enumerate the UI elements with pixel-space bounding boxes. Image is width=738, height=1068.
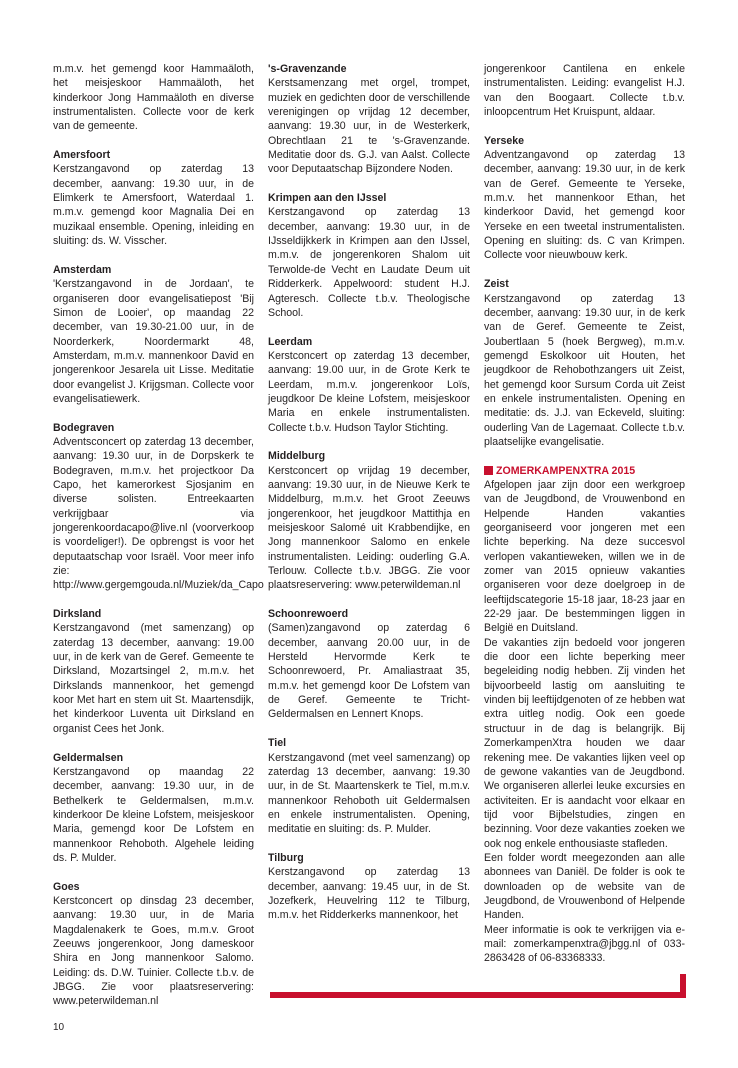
entry-text: (Samen)zangavond op zaterdag 6 december, aanvang 20.00 uur, in de Hersteld Hervormde Kerk te Schoonrewoerd, Pr. Amaliastraat 35, m.m.v. het gemengd koor De Lofstem van de Geref. Gemeente te Tricht-Geldermalsen en Lennert Knops. xyxy=(268,622,470,721)
event-entry xyxy=(268,62,470,177)
entry-text: Kerstsamenzang met orgel, trompet, muziek en gedichten door de verschillende verenigingen op vrijdag 12 december, aanvang: 19.30 uur, in de Westerkerk, Obrechtlaan 21 te 's-Gravenzande. Meditatie door ds. G.J. van Aalst. Collecte voor Deputaatschap Bijzondere Noden. xyxy=(268,77,470,176)
event-entry xyxy=(484,134,685,263)
entry-text: Kerstconcert op zaterdag 13 december, aanvang: 19.00 uur, in de Grote Kerk te Leerdam, m.m.v. jongerenkoor Loïs, jeugdkoor De kleine Lofstem, meisjeskoor Maria en enkele instrumentalisten. Collecte t.b.v. Hudson Taylor Stichting. xyxy=(268,349,470,434)
entry-text: Kerstconcert op dinsdag 23 december, aanvang: 19.30 uur, in de Maria Magdalenakerk te Goes, m.m.v. Groot Zeeuws jongerenkoor, Jong dameskoor Shira en Jong mannenkoor Salomo. Leiding: ds. D.W. Tuinier. Collecte t.b.v. de JBGG. Zie voor plaatsreservering: www.peterwildeman.nl xyxy=(53,894,254,1008)
event-entry xyxy=(268,851,470,923)
event-entry xyxy=(53,607,254,736)
entry-text: Kerstzangavond op zaterdag 13 december, aanvang: 19.30 uur, in de kerk van de Geref. Gemeente te Zeist, Joubertlaan 5 (hoek Bergweg), m.m.v. gemengd Eskolkoor uit Houten, het jeugdkoor de Rehobothzangers uit Zeist, het gemengd koor Sursum Corda uit Zeist en enkele instrumentalisten. Opening en meditatie: ds. J.J. van Eckeveld, sluiting: ouderling Van de Lagemaat. Collecte t.b.v. plaatselijke evangelisatie. xyxy=(484,292,685,448)
event-entry xyxy=(484,62,685,119)
event-entry xyxy=(53,880,254,1009)
entry-title: Tilburg xyxy=(268,851,304,864)
footer-rule-tick xyxy=(680,974,686,998)
entry-text: 'Kerstzangavond in de Jordaan', te organiseren door evangelisatiepost 'Bij Simon de Looier', op maandag 22 december, van 19.30-21.00 uur, in de Noorderkerk, Noordermarkt 48, Amsterdam, m.m.v. mannenkoor David en jongerenkoor Jesarela uit Lisse. Meditatie door evangelist J. Krijgsman. Collecte voor evangelisatiewerk. xyxy=(53,278,254,405)
entry-text: Kerstconcert op vrijdag 19 december, aanvang: 19.30 uur, in de Nieuwe Kerk te Middelburg, m.m.v. het Groot Zeeuws jongerenkoor, het jeugdkoor Mattithja en meisjeskoor Salomé uit Krabbendijke, en Jong mannenkoor Salomo en enkele instrumentalisten. Leiding: ouderling G.A. Terlouw. Collecte t.b.v. JBGG. Zie voor plaatsreservering: www.peterwildeman.nl xyxy=(268,464,470,592)
entry-text: Adventsconcert op zaterdag 13 december, aanvang: 19.30 uur, in de Dorpskerk te Bodegraven, m.m.v. het projectkoor Da Capo, het kamerorkest Sjosjanim en diverse solisten. Entreekaarten verkrijgbaar via jongerenkoordacapo@live.nl (voorverkoop is voordeliger!). De opbrengst is voor het deputaatschap voor Israël. Voor meer info zie: http://www.gergemgouda.nl/Muziek/da_Capo xyxy=(53,435,264,592)
event-entry xyxy=(484,277,685,449)
entry-text: jongerenkoor Cantilena en enkele instrumentalisten. Leiding: evangelist H.J. van den Boogaart. Collecte t.b.v. inloopcentrum Het Kruispunt, aldaar. xyxy=(484,63,685,119)
column-1 xyxy=(53,62,264,1023)
event-entry xyxy=(53,263,254,406)
zomerkampen-section xyxy=(484,464,685,966)
section-paragraph: Meer informatie is ook te verkrijgen via e-mail: zomerkampenxtra@jbgg.nl of 033-2863428 of 06-83368333. xyxy=(484,923,685,965)
section-paragraph: Afgelopen jaar zijn door een werkgroep van de Jeugdbond, de Vrouwenbond en Helpende Handen vakanties georganiseerd voor jongeren met een lichte beperking. Na deze succesvol verlopen vakantieweken, willen we in de zomer van 2015 opnieuw vakanties organiseren voor deze doelgroep in de leeftijdscategorie 15-18 jaar, 18-23 jaar en 22-29 jaar. De bestemmingen liggen in België en Duitsland. xyxy=(484,478,685,635)
event-entry xyxy=(268,736,470,836)
event-entry xyxy=(53,751,254,866)
entry-title: Dirksland xyxy=(53,608,102,621)
section-paragraph: De vakanties zijn bedoeld voor jongeren die door een lichte beperking meer begeleiding nodig hebben. Zij vinden het bijvoorbeeld lastig om aansluiting te vinden bij leeftijdgenoten of ze hebben wat extra uitleg nodig. Ook een goede structuur in de dag is belangrijk. Bij ZomerkampenXtra houden we daar rekening mee. De vakanties lijken veel op de gewone vakanties van de Jeugdbond. We organiseren allerlei leuke excursies en activiteiten. Er is aandacht voor elkaar en tijd voor Bijbelstudies, zingen en bezinning. Voor deze vakanties zoeken we ook nog enkele enthousiaste stafleden. xyxy=(484,636,685,850)
entry-text: Kerstzangavond op zaterdag 13 december, aanvang: 19.30 uur, in de IJsseldijkkerk in Krimpen aan den IJssel, m.m.v. de jongerenkoren Shalom uit Terwolde-de Vecht en Laudate Deum uit Ridderkerk. Appelwoord: student H.J. Agteresch. Collecte t.b.v. Theologische School. xyxy=(268,206,470,319)
entry-title: Yerseke xyxy=(484,134,525,147)
column-3 xyxy=(484,62,685,980)
event-entry xyxy=(268,607,470,722)
entry-title: Leerdam xyxy=(268,335,313,348)
entry-text: Kerstzangavond (met samenzang) op zaterdag 13 december, aanvang: 19.00 uur, in de kerk van de Geref. Gemeente te Dirksland, Mozartsingel 2, m.m.v. het Dirkslands mannenkoor, het gemengd koor Met hart en stem uit St. Maartensdijk, het kinderkoor Luventa uit Dirksland en organist Cees het Jonk. xyxy=(53,622,254,735)
entry-title: 's-Gravenzande xyxy=(268,63,347,75)
event-entry xyxy=(53,62,254,134)
entry-title: Krimpen aan den IJssel xyxy=(268,192,387,205)
entry-title: Amsterdam xyxy=(53,263,112,276)
event-entry xyxy=(268,335,470,435)
entry-text: Kerstzangavond op zaterdag 13 december, aanvang: 19.45 uur, in de St. Jozefkerk, Heuvelring 112 te Tilburg, m.m.v. het Ridderkerks mannenkoor, het xyxy=(268,866,470,922)
section-title xyxy=(484,464,685,478)
column-2 xyxy=(268,62,470,937)
entry-title: Bodegraven xyxy=(53,421,115,434)
square-bullet-icon xyxy=(484,466,493,475)
entry-text: Adventzangavond op zaterdag 13 december, aanvang: 19.30 uur, in de kerk van de Geref. Gemeente te Yerseke, m.m.v. het mannenkoor Ethan, het kinderkoor David, het gemengd koor Yerseke en een tweetal instrumentalisten. Opening en sluiting: ds. C van Krimpen. Collecte voor nieuwbouw kerk. xyxy=(484,149,685,262)
entry-title: Geldermalsen xyxy=(53,751,124,764)
event-entry xyxy=(268,191,470,320)
entry-text: Kerstzangavond op maandag 22 december, aanvang: 19.30 uur, in de Bethelkerk te Geldermalsen, m.m.v. kinderkoor De kleine Lofstem, meisjeskoor Maria, gemengd koor De Lofstem en mannenkoor Rehoboth. Algehele leiding ds. P. Mulder. xyxy=(53,765,254,864)
section-title-text: ZOMERKAMPENXTRA 2015 xyxy=(496,464,636,477)
entry-text: m.m.v. het gemengd koor Hammaäloth, het meisjeskoor Hammaäloth, het kinderkoor Jong Hammaäloth en diverse instrumentalisten. Collecte voor de kerk van de gemeente. xyxy=(53,63,254,133)
entry-title: Middelburg xyxy=(268,450,326,463)
entry-text: Kerstzangavond op zaterdag 13 december, aanvang: 19.30 uur, in de Elimkerk te Amersfoort, Waterdaal 1. m.m.v. gemengd koor Magnalia Dei en muzikaal ensemble. Opening, inleiding en sluiting: ds. W. Visscher. xyxy=(53,163,254,248)
event-entry xyxy=(53,148,254,248)
entry-text: Kerstzangavond (met veel samenzang) op zaterdag 13 december, aanvang: 19.30 uur, in de St. Maartenskerk te Tiel, m.m.v. mannenkoor Rehoboth uit Geldermalsen en enkele instrumentalisten. Opening, meditatie en sluiting: ds. P. Mulder. xyxy=(268,751,470,836)
entry-title: Tiel xyxy=(268,737,287,750)
event-entry xyxy=(53,421,264,593)
section-paragraph: Een folder wordt meegezonden aan alle abonnees van Daniël. De folder is ook te downloaden op de website van de Jeugdbond, de Vrouwenbond of Helpende Handen. xyxy=(484,851,685,922)
entry-title: Goes xyxy=(53,880,80,893)
page-number: 10 xyxy=(53,1022,65,1033)
entry-title: Zeist xyxy=(484,278,509,291)
entry-title: Amersfoort xyxy=(53,149,111,162)
footer-rule xyxy=(270,992,686,998)
entry-title: Schoonrewoerd xyxy=(268,608,349,621)
event-entry xyxy=(268,449,470,592)
